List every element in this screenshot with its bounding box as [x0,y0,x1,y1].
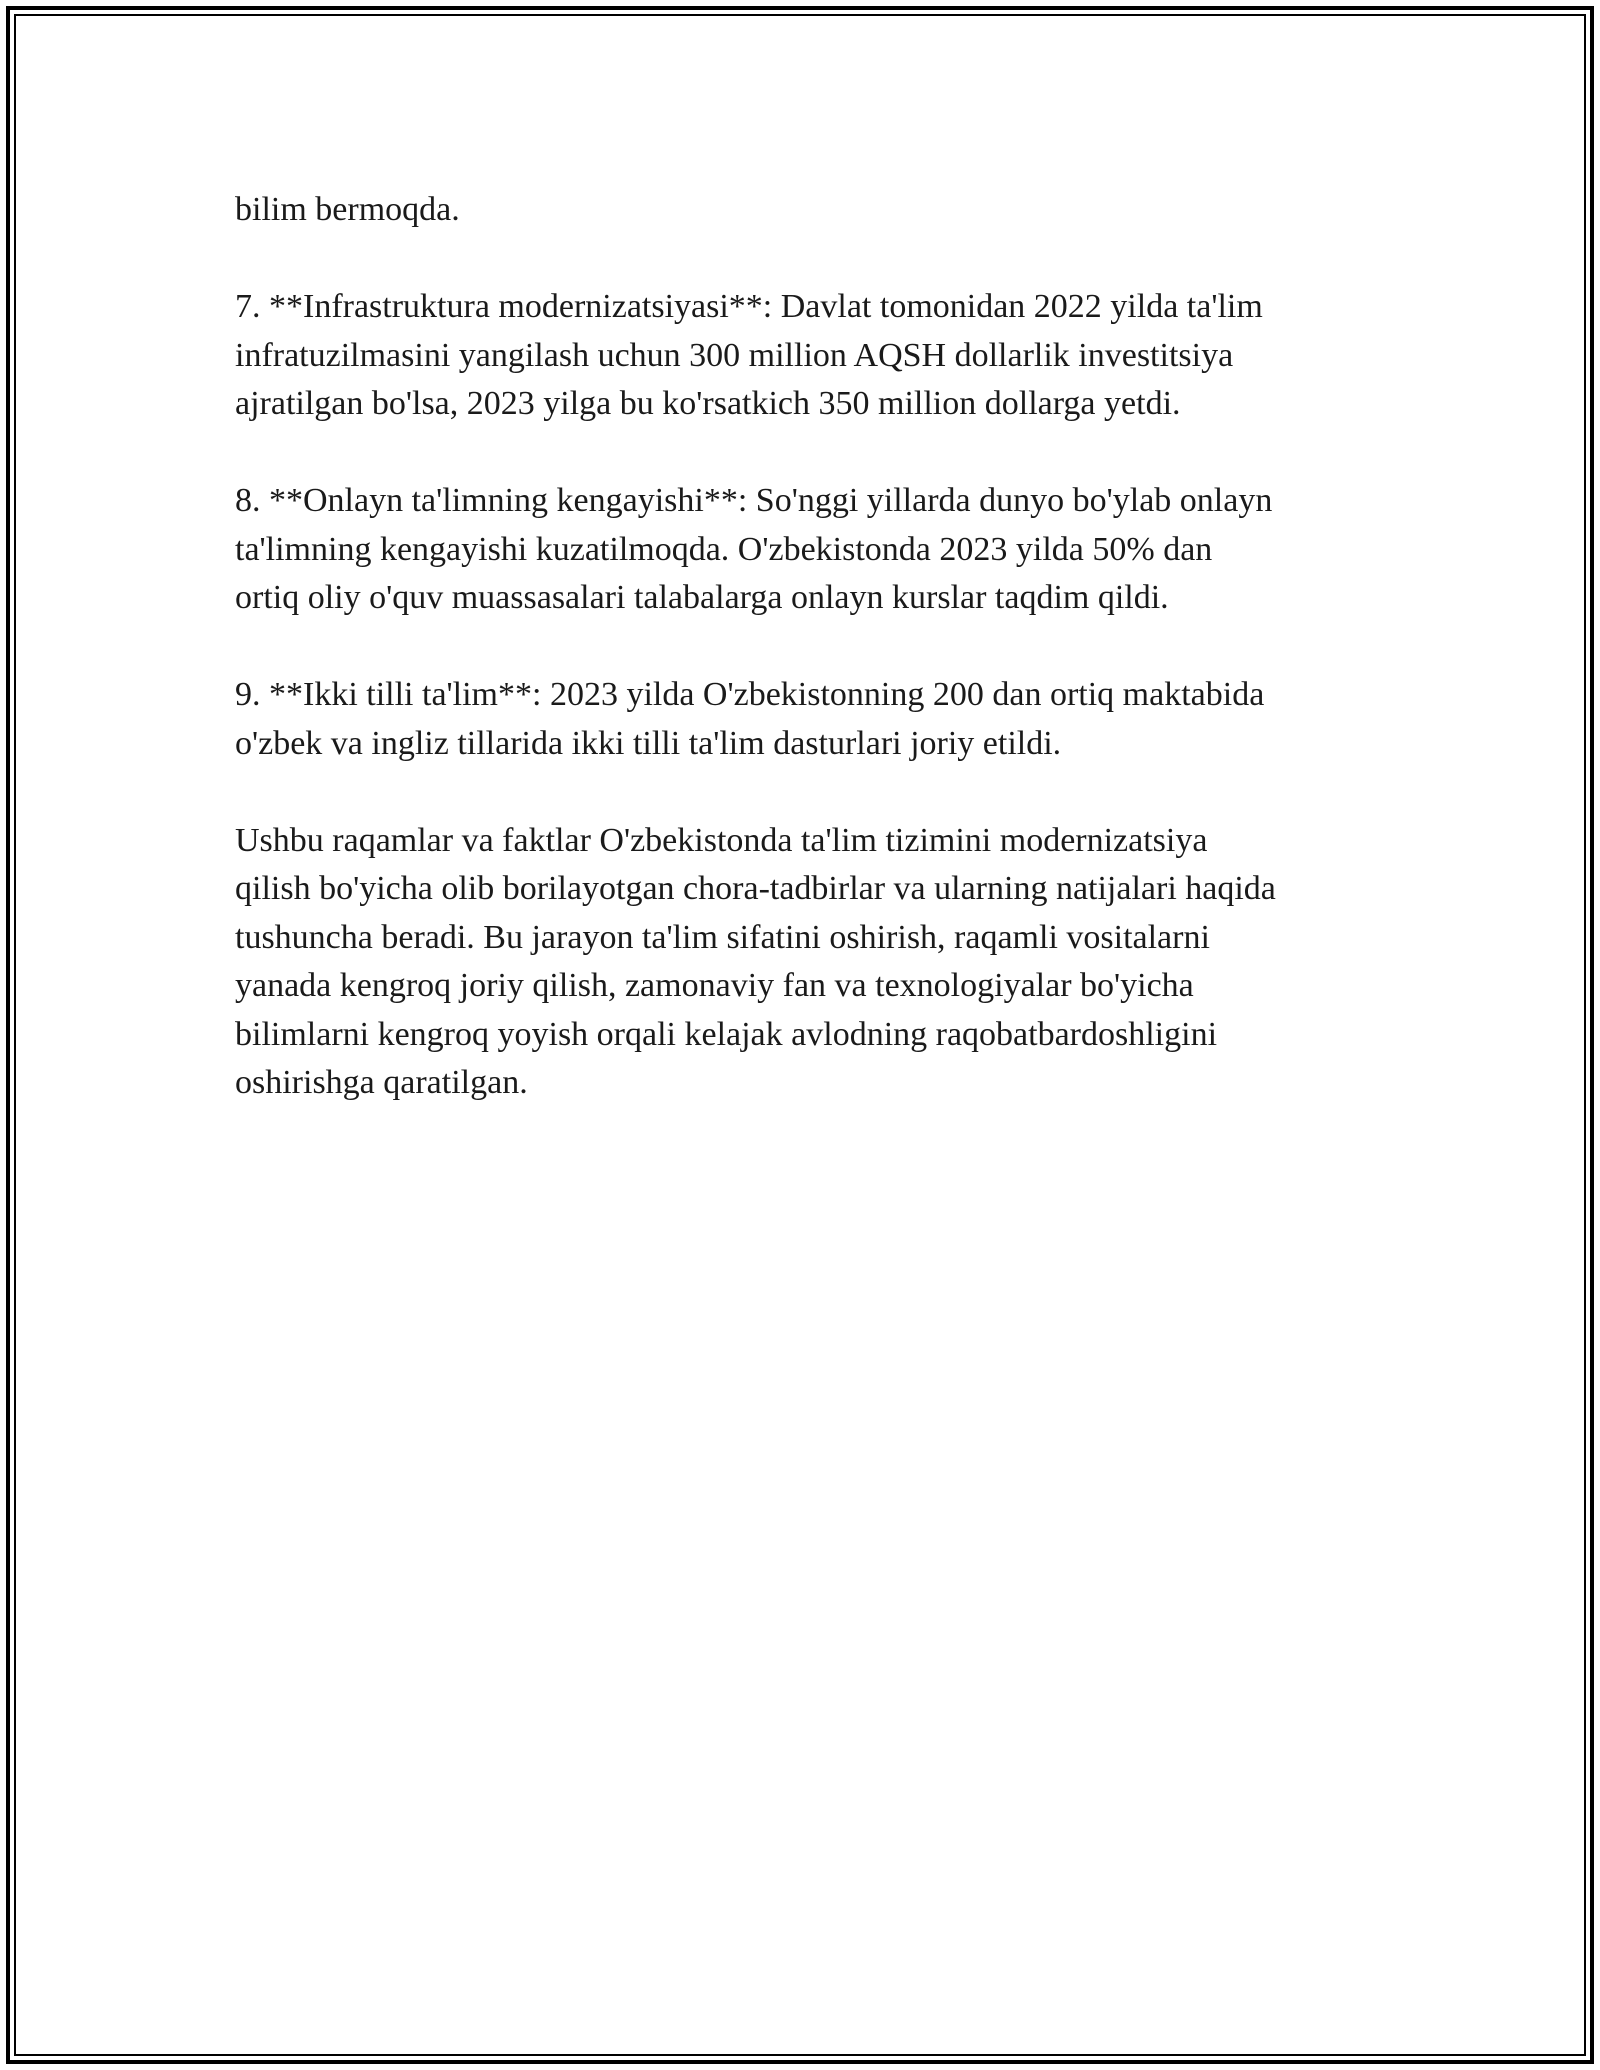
paragraph-item-7: 7. **Infrastruktura modernizatsiyasi**: Davlat tomonidan 2022 yilda ta'lim infratuzilmasini yangilash uchun 300 million AQSH dollarlik investitsiya ajratilgan bo'lsa, 2023 yilga bu ko'rsatkich 350 million dollarga yetdi. [235,288,1263,422]
paragraph-conclusion: Ushbu raqamlar va faktlar O'zbekistonda ta'lim tizimini modernizatsiya qilish bo'yicha olib borilayotgan chora-tadbirlar va ularning natijalari haqida tushuncha beradi. Bu jarayon ta'lim sifatini oshirish, raqamli vositalarni yanada kengroq joriy qilish, zamonaviy fan va texnologiyalar bo'yicha bilimlarni kengroq yoyish orqali kelajak avlodning raqobatbardoshligini oshirishga qaratilgan. [235,821,1276,1101]
document-body [235,186,1375,1156]
paragraph-item-9: 9. **Ikki tilli ta'lim**: 2023 yilda O'zbekistonning 200 dan ortiq maktabida o'zbek va ingliz tillarida ikki tilli ta'lim dasturlari joriy etildi. [235,676,1265,762]
paragraph-item-8: 8. **Onlayn ta'limning kengayishi**: So'nggi yillarda dunyo bo'ylab onlayn ta'limning kengayishi kuzatilmoqda. O'zbekistonda 2023 yilda 50% dan ortiq oliy o'quv muassasalari talabalarga onlayn kurslar taqdim qildi. [235,482,1273,616]
paragraph-continuation: bilim bermoqda. [235,191,460,228]
